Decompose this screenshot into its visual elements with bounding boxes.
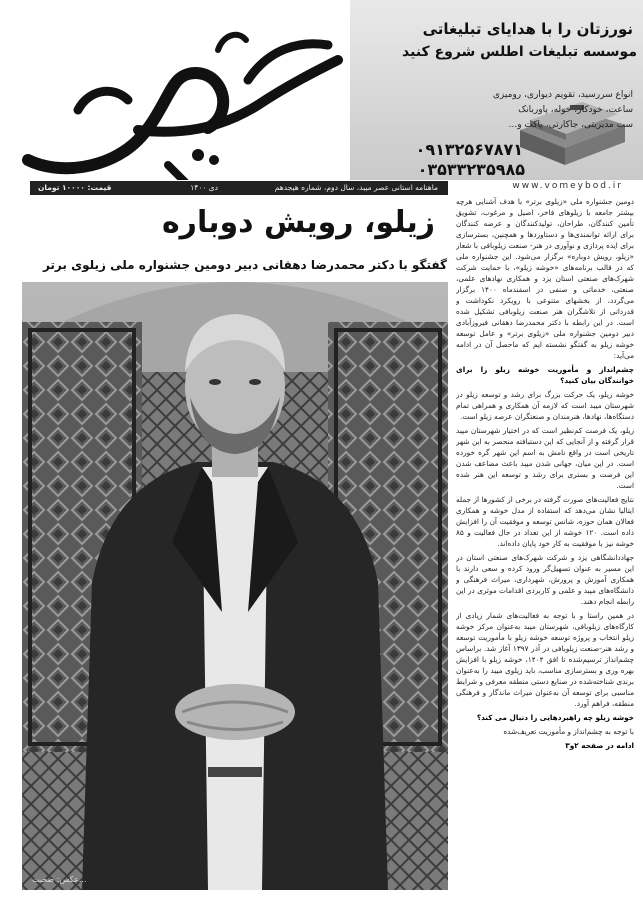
article-paragraph: زیلو، یک فرصت کم‌نظیر است که در اختیار شهرستان میبد قرار گرفته و از آنجایی که این دستبافته منحصر به این شهر تاریخی است در واقع نامش به اسم این شهر گره خورده است. در این میان، جهانی شدن میبد باعث مضاعف شدن این فرصت و بستری برای رشد و توسعه این هنر شده است. (456, 426, 634, 490)
issue-number: ماهنامه استانی عصر میبد، سال دوم، شماره هیجدهم (274, 183, 438, 192)
issue-date: دی ۱۴۰۰ (190, 183, 218, 192)
article-paragraph: خوشه زیلو، یک حرکت بزرگ برای رشد و توسعه زیلو در شهرستان میبد است که لازمه آن همکاری و همراهی تمام دستگاه‌ها، نهادها، هنرمندان و صنعتگران عرصه زیلو است. (456, 390, 634, 421)
continued-note: ادامه در صفحه ۲و۳ (565, 741, 634, 750)
sub-headline: گفتگو با دکتر محمدرضا دهقانی دبیر دومین جشنواره ملی زیلوی برتر (42, 258, 447, 272)
ad-phone-landline: ۰۳۵۳۳۲۳۵۹۸۵ (417, 160, 525, 179)
advertisement-banner (350, 0, 643, 180)
masthead (0, 0, 643, 180)
ad-item: انواع سررسید، تقویم دیواری، رومیزی (492, 90, 633, 100)
photo-credit: عکس: صحبت... (32, 875, 87, 884)
ad-phone-mobile: ۰۹۱۳۲۵۶۷۸۷۱ (415, 140, 523, 159)
cover-photo (22, 282, 448, 890)
article-question: خوشه زیلو چه راهبردهایی را دنبال می کند؟ (476, 713, 634, 722)
issue-price: قیمت: ۱۰۰۰۰ تومان (38, 183, 112, 192)
article-paragraph: نتایج فعالیت‌های صورت گرفته در برخی از کشورها از جمله ایتالیا نشان می‌دهد که استفاده از مدل خوشه و همکاری فعالان همان حوزه، شانس توسعه و موفقیت آن را افزایش داده است. ۱۲۰ خوشه از این تعداد در حال فعالیت و ۸۵ خوشه نیز با موفقیت به کار خود پایان داده‌اند. (456, 495, 634, 548)
article-paragraph: جهاددانشگاهی یزد و شرکت شهرک‌های صنعتی استان در این مسیر به عنوان تسهیل‌گر ورود کرده و سعی دارند با همکاری آموزش و پرورش، شهرداری، میراث فرهنگی و دانشگاه‌های میبد و علمی و کاربردی اقدامات موثری در این رابطه انجام دهند. (456, 553, 634, 606)
article-column (456, 196, 634, 896)
article-paragraph: در همین راستا و با توجه به فعالیت‌های شمار زیادی از کارگاه‌های زیلوبافی، شهرستان میبد به‌عنوان مرکز خوشه زیلو انتخاب و پروژه توسعه خوشه زیلو با مأموریت توسعه و رشد هنر-صنعت زیلوبافی در آذر ۱۳۹۷ آغاز شد. براساس چشم‌انداز ترسیم‌شده تا افق ۱۴۰۴، خوشه زیلو با افزایش بهره وری و بسترسازی مناسب، باید زیلوی میبد را به‌عنوان برندی شناخته‌شده در صنایع دستی منطقه معرفی و شرایط مناسبی برای توسعه آن به‌عنوان میراث ماندگار و فرهنگی منطقه، فراهم آورد. (456, 611, 634, 708)
article-question: چشم‌انداز و مأموریت خوشه زیلو را برای خوانندگان بیان کنید؟ (456, 365, 634, 385)
ad-title-line1: نورزتان را با هدایای تبلیغاتی (422, 20, 633, 38)
article-intro: دومین جشنواره ملی «زیلوی برتر» با هدف آشنایی هرچه بیشتر جامعه با زیلوهای فاخر، اصیل و مرغوب، تشویق تأمین کنندگان، طراحان، تولیدکنندگان و عرضه کنندگان برای ارائه توانمندی‌ها و دستاوردها و همچنین، بسترسازی برای ایده پردازی و نوآوری در هنر- صنعت زیلوبافی با شعار «زیلو، رویش دوباره» برگزار می‌شود. این جشنواره ملی که در قالب برنامه‌های «خوشه زیلو»، با حمایت شرکت شهرک‌های صنعتی استان یزد و همکاری نهادهای علمی، صنعتی، خدماتی و صنفی در اسفندماه ۱۴۰۰ برگزار می‌گردد، از بخشهای متنوعی با رویکرد نکوداشت و قدردانی از تلاشگران هنر صنعت زیلوبافی تشکیل شده است. در این رابطه با دکتر محمدرضا دهقانی فیروزآبادی دبیر دومین جشنواره ملی «زیلوی برتر» و عامل توسعه خوشه زیلو به گفتگو نشسته ایم که ماحصل آن در ادامه می‌آید: (456, 197, 634, 360)
website-url[interactable]: www.vomeybod.ir (512, 181, 623, 191)
article-paragraph: با توجه به چشم‌انداز و مأموریت تعریف‌شده (503, 727, 634, 736)
ad-item: ست مدیریتی، جاکارتی، پاکت و... (508, 120, 633, 130)
main-headline: زیلو، رویش دوباره (161, 205, 435, 240)
asr-meybod-logo (18, 10, 348, 180)
ad-item: ساعت، خودکار، حوله، پاوربانک (518, 105, 633, 115)
issue-info-strip (30, 181, 448, 195)
ad-item-list (463, 88, 633, 133)
ad-title-line2: موسسه تبلیغات اطلس شروع کنید (402, 44, 637, 60)
